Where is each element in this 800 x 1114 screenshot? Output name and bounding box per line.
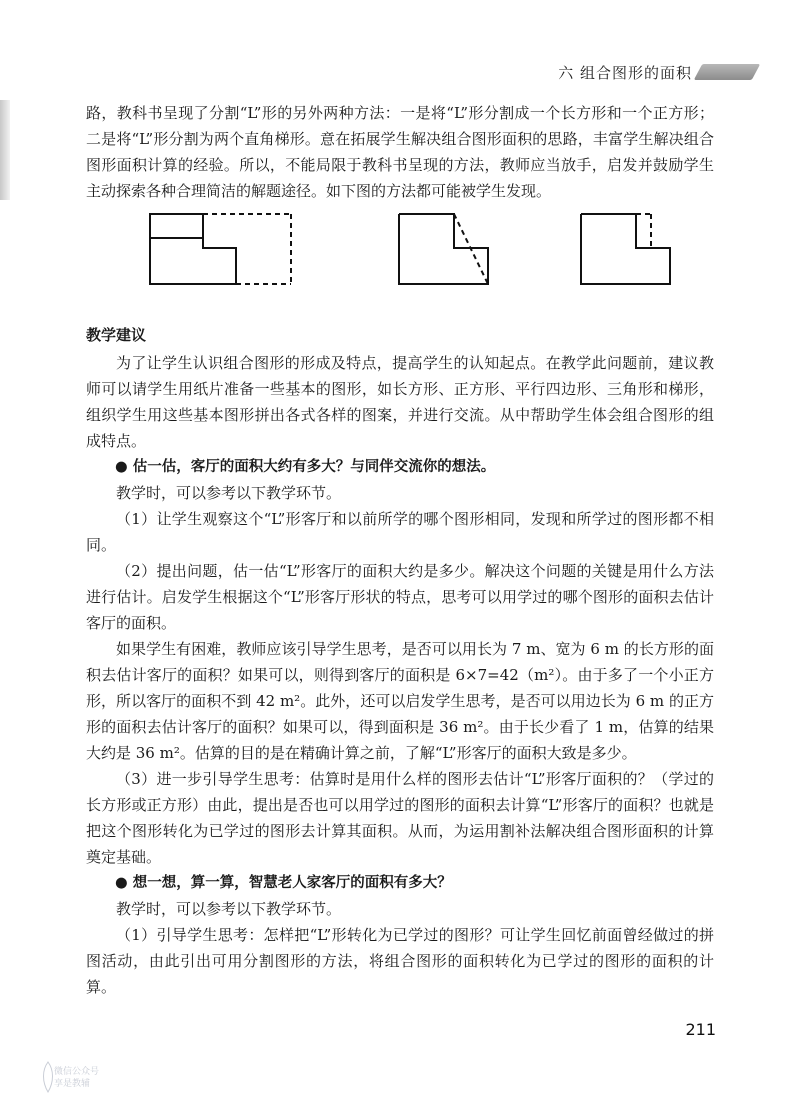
watermark	[32, 1060, 100, 1100]
figure-square-split	[581, 214, 670, 284]
paragraph: 教学时，可以参考以下教学环节。	[116, 484, 342, 502]
page-body	[86, 100, 714, 1000]
section-heading: 教学建议	[86, 326, 147, 344]
paragraph: 如果学生有困难，教师应该引导学生思考，是否可以用长为 7 m、宽为 6 m 的长方形的面积去估计客厅的面积？如果可以，则得到客厅的面积是 6×7=42（m²）。由于多了一个小正方形，所以客厅的面积不到 42 m²。此外，还可以启发学生思考，是否可以用边长为 6 m 的正方形的面积去估计客厅的面积？如果可以，得到面积是 36 m²。由于长少看了 1 m，估算的结果大约是 36 m²。估算的目的是在精确计算之前，了解“L”形客厅的面积大致是多少。	[86, 640, 714, 762]
bullet-point: ● 估一估，客厅的面积大约有多大？与同伴交流你的想法。	[115, 459, 496, 475]
paragraph: （3）进一步引导学生思考：估算时是用什么样的图形去估计“L”形客厅面积的？（学过的长方形或正方形）由此，提出是否也可以用学过的图形的面积去计算“L”形客厅的面积？也就是把这个图形转化为已学过的图形去计算其面积。从而，为运用割补法解决组合图形面积的计算奠定基础。	[86, 770, 714, 866]
figure-trapezoid-split	[399, 214, 488, 284]
page-edge-shade	[0, 100, 10, 200]
figure-rectangle-completion	[150, 214, 291, 284]
paragraph: 教学时，可以参考以下教学环节。	[116, 900, 342, 918]
chapter-title: 六 组合图形的面积	[558, 64, 692, 82]
watermark-line1: 微信公众号	[54, 1067, 100, 1077]
paragraph: （1）引导学生思考：怎样把“L”形转化为已学过的图形？可让学生回忆前面曾经做过的拼图活动，由此引出可用分割图形的方法，将组合图形的面积转化为已学过的图形的面积的计算。	[86, 926, 714, 996]
running-header	[0, 60, 800, 86]
header-tab-decoration	[694, 64, 761, 80]
l-shape-figures	[86, 210, 714, 310]
paragraph: 为了让学生认识组合图形的形成及特点，提高学生的认知起点。在教学此问题前，建议教师可以请学生用纸片准备一些基本的图形，如长方形、正方形、平行四边形、三角形和梯形，组织学生用这些基本图形拼出各式各样的图案，并进行交流。从中帮助学生体会组合图形的组成特点。	[86, 354, 714, 450]
paragraph: （2）提出问题，估一估“L”形客厅的面积大约是多少。解决这个问题的关键是用什么方法进行估计。启发学生根据这个“L”形客厅形状的特点，思考可以用学过的哪个图形的面积去估计客厅的面积。	[86, 562, 714, 632]
watermark-line2: 享是教辅	[54, 1079, 91, 1089]
paragraph-intro: 路，教科书呈现了分割“L”形的另外两种方法：一是将“L”形分割成一个长方形和一个正方形；二是将“L”形分割为两个直角梯形。意在拓展学生解决组合图形面积的思路，丰富学生解决组合图形面积计算的经验。所以，不能局限于教科书呈现的方法，教师应当放手，启发并鼓励学生主动探索各种合理简洁的解题途径。如下图的方法都可能被学生发现。	[86, 104, 714, 200]
page-number: 211	[685, 1020, 716, 1039]
bullet-point: ● 想一想，算一算，智慧老人家客厅的面积有多大？	[115, 875, 452, 891]
paragraph: （1）让学生观察这个“L”形客厅和以前所学的哪个图形相同，发现和所学过的图形都不相同。	[86, 510, 714, 554]
